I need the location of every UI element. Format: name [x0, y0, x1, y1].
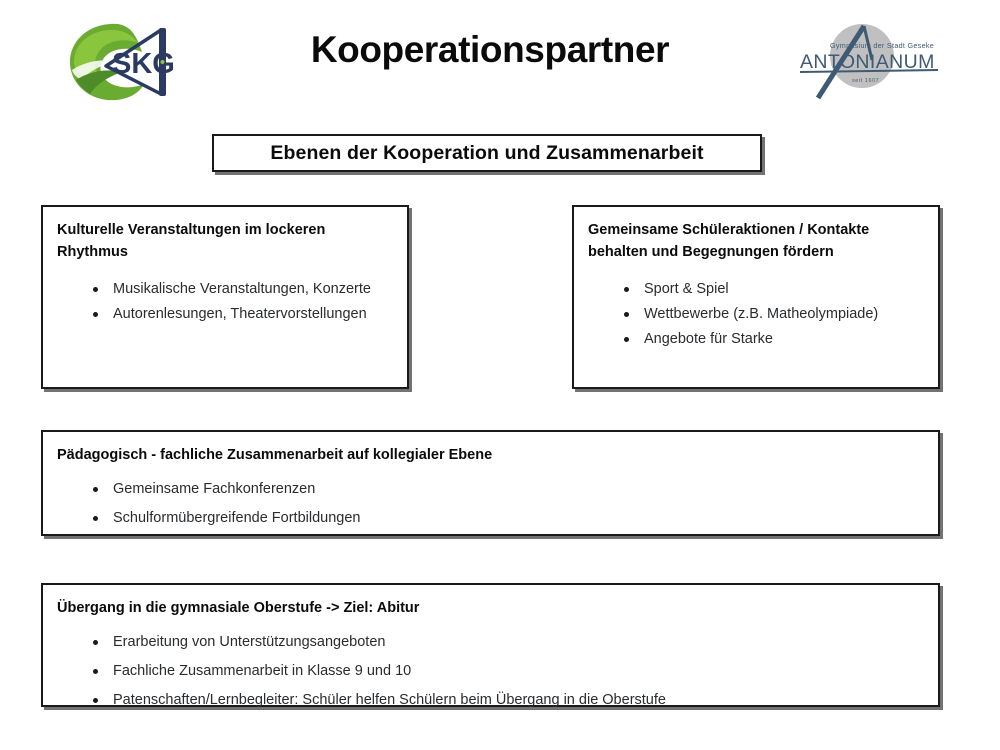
list-item-label: Schulformübergreifende Fortbildungen — [113, 510, 361, 527]
list-item — [93, 631, 924, 654]
box-heading: Gemeinsame Schüleraktionen / Kontakte behalten und Begegnungen fördern — [588, 222, 870, 261]
list-item — [93, 278, 393, 301]
box-bullet-list — [588, 278, 924, 351]
page-title: Kooperationspartner — [310, 29, 670, 70]
antonianum-founded: seit 1607 — [852, 78, 880, 84]
bullet-icon — [93, 312, 98, 317]
list-item-label: Gemeinsame Fachkonferenzen — [113, 481, 316, 498]
skg-logo — [60, 18, 178, 106]
list-item-label: Sport & Spiel — [644, 280, 729, 297]
bullet-icon — [624, 312, 629, 317]
list-item — [93, 478, 924, 501]
list-item — [624, 303, 924, 326]
list-item — [93, 303, 393, 326]
skg-logo-text: SKG — [112, 48, 175, 80]
list-item-label: Wettbewerbe (z.B. Matheolympiade) — [644, 305, 879, 322]
bullet-icon — [93, 640, 98, 645]
slide-header — [0, 0, 1000, 118]
content-box-uebergang-oberstufe — [41, 583, 940, 707]
bullet-icon — [93, 669, 98, 674]
bullet-icon — [93, 516, 98, 521]
bullet-icon — [93, 287, 98, 292]
list-item — [93, 660, 924, 683]
list-item-label: Erarbeitung von Unterstützungsangeboten — [113, 634, 386, 651]
content-box-gemeinsame-schueleraktionen — [572, 205, 940, 389]
antonianum-logo — [778, 20, 946, 100]
bullet-icon — [624, 337, 629, 342]
bullet-icon — [93, 698, 98, 703]
antonianum-tagline: Gymnasium der Stadt Geseke — [830, 41, 935, 50]
content-box-paedagogisch-fachliche-zusammenarbeit — [41, 430, 940, 536]
box-heading: Pädagogisch - fachliche Zusammenarbeit auf kollegialer Ebene — [57, 447, 493, 463]
content-box-kulturelle-veranstaltungen — [41, 205, 409, 389]
box-bullet-list — [57, 278, 393, 326]
list-item-label: Patenschaften/Lernbegleiter: Schüler helfen Schülern beim Übergang in die Oberstufe — [113, 692, 666, 709]
section-banner-label: Ebenen der Kooperation und Zusammenarbeit — [270, 141, 704, 164]
box-heading: Übergang in die gymnasiale Oberstufe -> Ziel: Abitur — [57, 600, 420, 616]
bullet-icon — [93, 487, 98, 492]
box-bullet-list — [57, 631, 924, 712]
bullet-icon — [624, 287, 629, 292]
list-item — [624, 278, 924, 301]
box-bullet-list — [57, 478, 924, 530]
list-item-label: Fachliche Zusammenarbeit in Klasse 9 und 10 — [113, 663, 412, 680]
list-item-label: Autorenlesungen, Theatervorstellungen — [113, 305, 367, 322]
list-item — [624, 328, 924, 351]
antonianum-wordmark: ANTONIANUM — [800, 51, 935, 73]
list-item-label: Angebote für Starke — [644, 330, 773, 347]
box-heading: Kulturelle Veranstaltungen im lockeren Rhythmus — [57, 222, 326, 261]
section-banner — [212, 134, 762, 172]
list-item — [93, 689, 924, 712]
list-item-label: Musikalische Veranstaltungen, Konzerte — [113, 280, 371, 297]
list-item — [93, 507, 924, 530]
